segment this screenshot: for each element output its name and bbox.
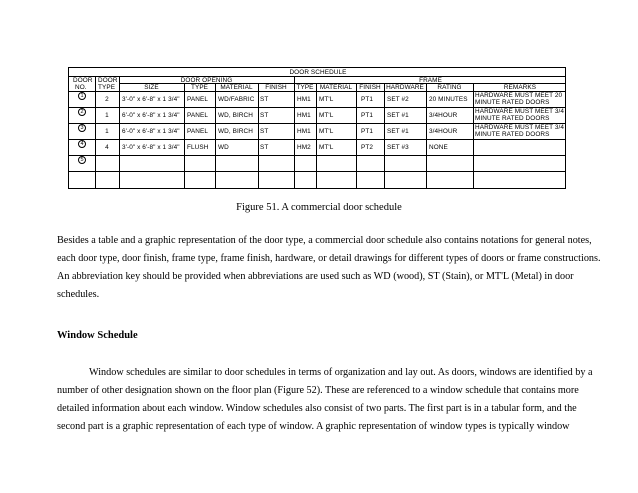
paragraph-line: Besides a table and a graphic representation of the door type, a commercial door schedule also contains notations for general notes,	[57, 235, 592, 246]
cell-rating: 3/4HOUR	[429, 112, 458, 119]
header-door-type: TYPE	[98, 84, 116, 91]
table-rule	[69, 139, 565, 140]
paragraph-line: detailed information about each window. Window schedules also consist of two parts. The first part is in a tabular form, and the	[57, 403, 577, 414]
header-hardware: HARDWARE	[386, 84, 424, 91]
table-rule	[426, 83, 427, 188]
paragraph-line: Window schedules are similar to door schedules in terms of organization and lay out. As doors, windows are identified by a	[89, 367, 593, 378]
cell-finish: ST	[260, 144, 269, 151]
cell-material: WD, BIRCH	[218, 112, 253, 119]
cell-frame-finish: PT1	[361, 96, 374, 103]
cell-frame-finish: PT1	[361, 128, 374, 135]
header-door-type: DOOR	[98, 77, 118, 84]
cell-rating: NONE	[429, 144, 448, 151]
cell-finish: ST	[260, 112, 269, 119]
paragraph-line: each door type, door finish, frame type, frame finish, hardware, or detail drawings for different types of doors or frame constructions.	[57, 253, 601, 264]
figure-caption: Figure 51. A commercial door schedule	[236, 202, 402, 213]
header-frame-finish: FINISH	[359, 84, 381, 91]
paragraph-line: An abbreviation key should be provided when abbreviations are used such as WD (wood), ST (Stain), or MT'L (Metal) in door	[57, 271, 574, 282]
header-door-opening: DOOR OPENING	[180, 77, 233, 84]
table-rule	[356, 83, 357, 188]
table-rule	[473, 83, 474, 188]
cell-hardware: SET #1	[387, 112, 409, 119]
cell-rating: 20 MINUTES	[429, 96, 468, 103]
cell-remarks: MINUTE RATED DOORS	[475, 99, 550, 106]
cell-size: 3'-0" x 6'-8" x 1 3/4"	[122, 96, 180, 103]
cell-frame-material: MT'L	[319, 96, 334, 103]
cell-material: WD, BIRCH	[218, 128, 253, 135]
header-size: SIZE	[144, 84, 159, 91]
door-schedule-table	[68, 67, 566, 189]
cell-door-type: 4	[105, 144, 109, 151]
cell-size: 6'-0" x 6'-8" x 1 3/4"	[122, 128, 180, 135]
cell-remarks: HARDWARE MUST MEET 3/4	[475, 108, 565, 115]
header-frame-material: MATERIAL	[319, 84, 353, 91]
table-rule	[69, 171, 565, 172]
header-door-no: DOOR	[73, 77, 93, 84]
cell-frame-material: MT'L	[319, 128, 334, 135]
schedule-title: DOOR SCHEDULE	[289, 69, 347, 76]
cell-type: PANEL	[187, 128, 208, 135]
cell-remarks: MINUTE RATED DOORS	[475, 115, 550, 122]
table-rule	[258, 83, 259, 188]
cell-type: PANEL	[187, 112, 208, 119]
cell-hardware: SET #1	[387, 128, 409, 135]
cell-frame-type: HM1	[297, 112, 311, 119]
door-mark-4: 4	[78, 140, 86, 148]
cell-hardware: SET #2	[387, 96, 409, 103]
cell-frame-finish: PT2	[361, 144, 374, 151]
cell-frame-type: HM1	[297, 96, 311, 103]
cell-type: FLUSH	[187, 144, 209, 151]
table-rule	[215, 83, 216, 188]
cell-hardware: SET #3	[387, 144, 409, 151]
cell-finish: ST	[260, 128, 269, 135]
paragraph-line: schedules.	[57, 289, 100, 300]
door-mark-2: 2	[78, 108, 86, 116]
header-finish: FINISH	[265, 84, 287, 91]
header-remarks: REMARKS	[503, 84, 537, 91]
cell-door-type: 2	[105, 96, 109, 103]
table-rule	[184, 83, 185, 188]
cell-remarks: HARDWARE MUST MEET 3/4	[475, 124, 565, 131]
table-rule	[119, 76, 120, 188]
cell-rating: 3/4HOUR	[429, 128, 458, 135]
door-mark-5: 5	[78, 156, 86, 164]
cell-frame-type: HM1	[297, 128, 311, 135]
cell-type: PANEL	[187, 96, 208, 103]
header-frame: FRAME	[419, 77, 442, 84]
cell-remarks: MINUTE RATED DOORS	[475, 131, 550, 138]
door-mark-1: 1	[78, 92, 86, 100]
table-rule	[384, 83, 385, 188]
door-mark-3: 3	[78, 124, 86, 132]
cell-frame-finish: PT1	[361, 112, 374, 119]
paragraph-line: second part is a graphic representation of each type of window. A graphic representation of window types is typically window	[57, 421, 570, 432]
section-heading: Window Schedule	[57, 330, 138, 341]
header-frame-type: TYPE	[296, 84, 314, 91]
cell-remarks: HARDWARE MUST MEET 20	[475, 92, 563, 99]
cell-door-type: 1	[105, 128, 109, 135]
header-door-no: NO.	[75, 84, 87, 91]
header-type: TYPE	[190, 84, 209, 91]
cell-material: WD/FABRIC	[218, 96, 255, 103]
cell-frame-material: MT'L	[319, 112, 334, 119]
table-rule	[294, 76, 295, 188]
cell-size: 6'-0" x 6'-8" x 1 3/4"	[122, 112, 180, 119]
table-rule	[69, 155, 565, 156]
paragraph-line: number of other designation shown on the floor plan (Figure 52). These are referenced to a window schedule that contains more	[57, 385, 579, 396]
cell-door-type: 1	[105, 112, 109, 119]
cell-frame-type: HM2	[297, 144, 311, 151]
header-rating: RATING	[437, 84, 462, 91]
table-rule	[316, 83, 317, 188]
cell-size: 3'-0" x 6'-8" x 1 3/4"	[122, 144, 180, 151]
header-material: MATERIAL	[220, 84, 253, 91]
cell-finish: ST	[260, 96, 269, 103]
cell-frame-material: MT'L	[319, 144, 334, 151]
cell-material: WD	[218, 144, 229, 151]
